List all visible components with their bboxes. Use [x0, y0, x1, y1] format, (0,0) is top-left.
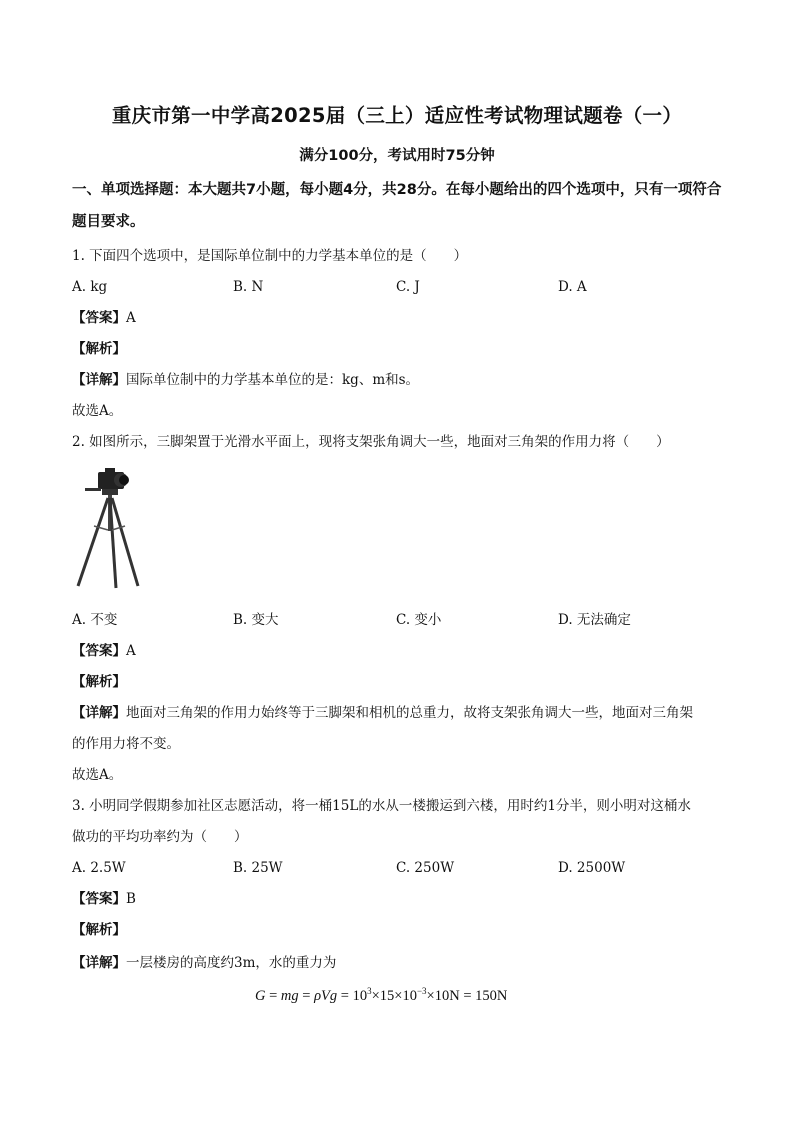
question-3-answer — [72, 889, 724, 909]
answer-value: A — [126, 310, 136, 326]
question-3-analysis-label — [72, 920, 724, 940]
question-2-conclusion: 故选A。 — [72, 767, 123, 783]
analysis-label: 【解析】 — [72, 341, 126, 357]
question-2-analysis-label — [72, 672, 724, 692]
question-1-option-b: B. N — [233, 279, 264, 295]
answer-value: B — [126, 891, 136, 907]
question-3-stem-line-2: 做功的平均功率约为（ ） — [72, 829, 248, 845]
detail-text: 地面对三角架的作用力始终等于三脚架和相机的总重力，故将支架张角调大一些，地面对三角架 — [126, 705, 693, 721]
question-2-detail-line-1 — [72, 703, 724, 723]
question-2-stem: 2. 如图所示，三脚架置于光滑水平面上，现将支架张角调大一些，地面对三角架的作用力将（ ） — [72, 434, 670, 450]
question-1-option-a: A. kg — [72, 279, 108, 295]
question-2-option-c: C. 变小 — [396, 612, 442, 628]
answer-value: A — [126, 643, 136, 659]
detail-text: 一层楼房的高度约3m，水的重力为 — [126, 955, 337, 971]
question-3-option-a: A. 2.5W — [72, 860, 126, 876]
question-1-detail — [72, 370, 724, 390]
question-1-option-c: C. J — [396, 279, 420, 295]
question-3-option-b: B. 25W — [233, 860, 283, 876]
question-3-option-c: C. 250W — [396, 860, 455, 876]
answer-label: 【答案】 — [72, 643, 126, 659]
question-1-conclusion: 故选A。 — [72, 403, 123, 419]
question-2-detail-line-2: 的作用力将不变。 — [72, 736, 180, 752]
question-2-answer — [72, 641, 724, 661]
analysis-label: 【解析】 — [72, 674, 126, 690]
question-1-stem: 1. 下面四个选项中，是国际单位制中的力学基本单位的是（ ） — [72, 248, 468, 264]
tripod-camera-image — [72, 466, 144, 590]
detail-text: 国际单位制中的力学基本单位的是：kg、m和s。 — [126, 372, 420, 388]
question-1-answer — [72, 308, 724, 328]
question-3-detail — [72, 953, 724, 973]
question-2-option-a: A. 不变 — [72, 612, 118, 628]
page-subtitle: 满分100分，考试用时75分钟 — [299, 148, 495, 164]
section-heading: 一、单项选择题：本大题共7小题，每小题4分，共28分。在每小题给出的四个选项中，只有一项符合题目要求。 — [72, 182, 722, 230]
answer-label: 【答案】 — [72, 891, 126, 907]
analysis-label: 【解析】 — [72, 922, 126, 938]
detail-label: 【详解】 — [72, 705, 126, 721]
gravity-formula: G = mg = $\rho Vg = 10^3\times 15\times 10^{-3}\times 10N = 150N$ — [255, 986, 508, 1004]
question-1-analysis-label — [72, 339, 724, 359]
question-3-stem-line-1: 3. 小明同学假期参加社区志愿活动，将一桶15L的水从一楼搬运到六楼，用时约1分半，则小明对这桶水 — [72, 798, 691, 814]
question-3-option-d: D. 2500W — [558, 860, 626, 876]
detail-label: 【详解】 — [72, 955, 126, 971]
question-2-option-d: D. 无法确定 — [558, 612, 631, 628]
question-2-option-b: B. 变大 — [233, 612, 279, 628]
answer-label: 【答案】 — [72, 310, 126, 326]
detail-label: 【详解】 — [72, 372, 126, 388]
question-1-option-d: D. A — [558, 279, 587, 295]
page-title: 重庆市第一中学高2025届（三上）适应性考试物理试题卷（一） — [111, 104, 683, 127]
